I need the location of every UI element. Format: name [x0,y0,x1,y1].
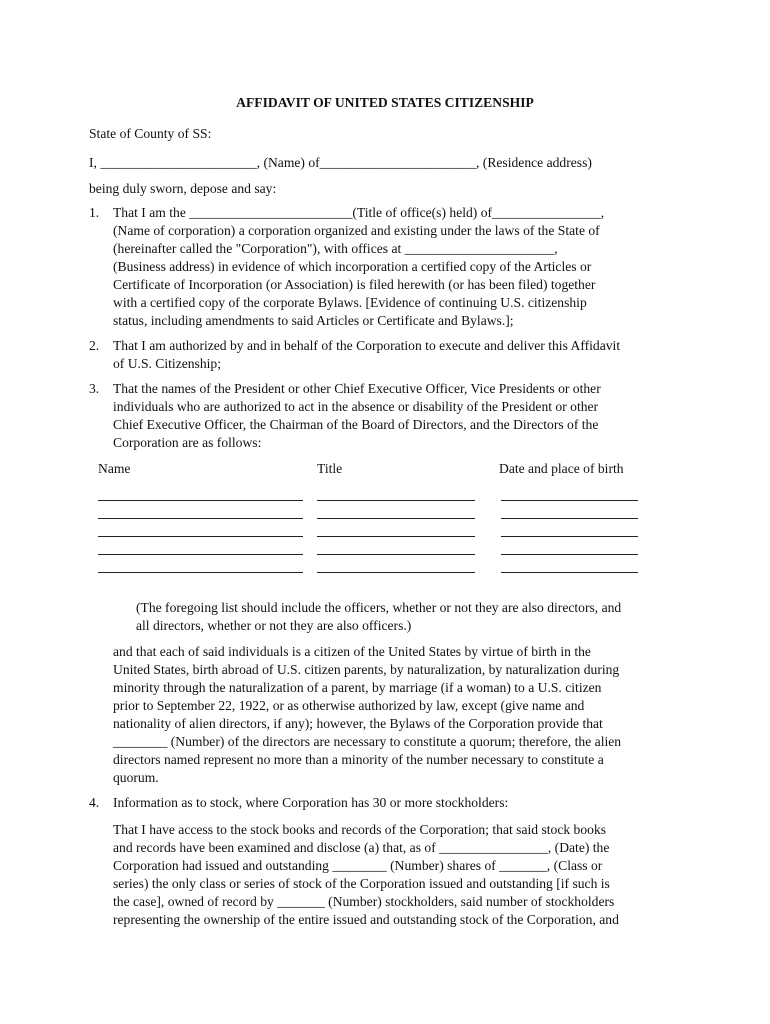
name-blank[interactable] [98,500,303,501]
column-header-birth: Date and place of birth [499,461,624,476]
sworn-line: being duly sworn, depose and say: [89,181,277,196]
item-1-line: with a certified copy of the corporate Bylaws. [Evidence of continuing U.S. citizenship [113,295,587,310]
item-1-line: (Name of corporation) a corporation organized and existing under the laws of the State of [113,223,600,238]
item-4-line: series) the only class or series of stock of the Corporation issued and outstanding [if such is [113,876,610,891]
note-line: all directors, whether or not they are also officers.) [136,618,412,633]
column-header-name: Name [98,461,131,476]
citizenship-line: and that each of said individuals is a citizen of the United States by virtue of birth in the [113,644,591,659]
name-blank[interactable] [98,572,303,573]
item-3-line: That the names of the President or other Chief Executive Officer, Vice Presidents or other [113,381,601,396]
item-3-line: Chief Executive Officer, the Chairman of the Board of Directors, and the Directors of the [113,417,599,432]
item-4-line: representing the ownership of the entire issued and outstanding stock of the Corporation, and [113,912,619,927]
title-blank[interactable] [317,554,475,555]
item-4-line: Corporation had issued and outstanding ________ (Number) shares of _______, (Class or [113,858,603,873]
item-4-number: 4. [89,795,100,810]
birth-blank[interactable] [501,554,638,555]
item-1-line: Certificate of Incorporation (or Association) is filed herewith (or has been filed) together [113,277,596,292]
citizenship-line: quorum. [113,770,159,785]
birth-blank[interactable] [501,572,638,573]
declarant-line: I, _______________________, (Name) of_______________________, (Residence address) [89,155,592,170]
citizenship-line: minority through the naturalization of a parent, by marriage (if a woman) to a U.S. citizen [113,680,602,695]
birth-blank[interactable] [501,500,638,501]
name-blank[interactable] [98,536,303,537]
birth-blank[interactable] [501,536,638,537]
citizenship-line: nationality of alien directors, if any); however, the Bylaws of the Corporation provide that [113,716,603,731]
state-line: State of County of SS: [89,126,212,141]
item-3-line: individuals who are authorized to act in the absence or disability of the President or other [113,399,599,414]
item-4-line: and records have been examined and disclose (a) that, as of ________________, (Date) the [113,840,610,855]
item-4-line: the case], owned of record by _______ (Number) stockholders, said number of stockholders [113,894,615,909]
citizenship-line: ________ (Number) of the directors are necessary to constitute a quorum; therefore, the alien [113,734,622,749]
item-4-line: That I have access to the stock books and records of the Corporation; that said stock books [113,822,607,837]
item-2-line: of U.S. Citizenship; [113,356,221,371]
title-blank[interactable] [317,518,475,519]
item-3-line: Corporation are as follows: [113,435,262,450]
item-2-number: 2. [89,338,100,353]
citizenship-line: United States, birth abroad of U.S. citizen parents, by naturalization, by naturalization during [113,662,620,677]
item-1-line: That I am the ________________________(Title of office(s) held) of________________, [113,205,605,220]
item-2-line: That I am authorized by and in behalf of the Corporation to execute and deliver this Affidavit [113,338,621,353]
document-title: AFFIDAVIT OF UNITED STATES CITIZENSHIP [236,95,534,110]
item-1-line: (Business address) in evidence of which incorporation a certified copy of the Articles or [113,259,592,274]
name-blank[interactable] [98,518,303,519]
column-header-title: Title [317,461,343,476]
item-4-heading: Information as to stock, where Corporation has 30 or more stockholders: [113,795,509,810]
item-1-line: (hereinafter called the "Corporation"), with offices at ______________________, [113,241,558,256]
note-line: (The foregoing list should include the officers, whether or not they are also directors, and [136,600,622,615]
birth-blank[interactable] [501,518,638,519]
title-blank[interactable] [317,572,475,573]
item-3-number: 3. [89,381,100,396]
item-1-line: status, including amendments to said Articles or Certificate and Bylaws.]; [113,313,514,328]
title-blank[interactable] [317,500,475,501]
name-blank[interactable] [98,554,303,555]
title-blank[interactable] [317,536,475,537]
citizenship-line: prior to September 22, 1922, or as otherwise authorized by law, except (give name and [113,698,585,713]
item-1-number: 1. [89,205,100,220]
citizenship-line: directors named represent no more than a minority of the number necessary to constitute a [113,752,604,767]
